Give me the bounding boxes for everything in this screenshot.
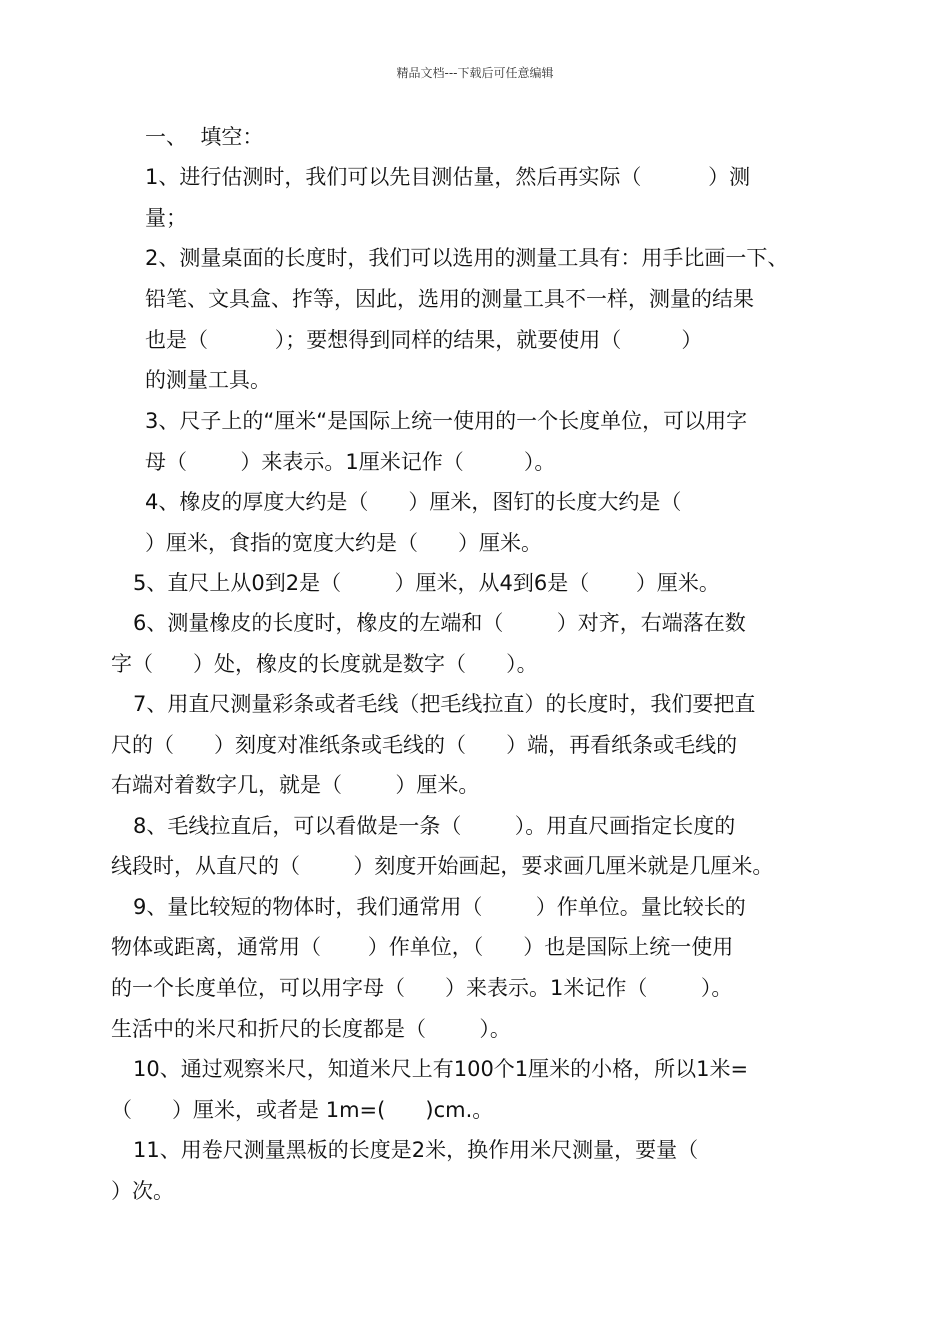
question-6-line-1: 6、测量橡皮的长度时，橡皮的左端和（ ）对齐，右端落在数 <box>133 611 746 635</box>
question-2-line-3: 也是（ ）；要想得到同样的结果，就要使用（ ） <box>145 328 703 352</box>
question-8-line-2: 线段时，从直尺的（ ）刻度开始画起，要求画几厘米就是几厘米。 <box>111 854 774 878</box>
question-9-line-4: 生活中的米尺和折尺的长度都是（ ）。 <box>111 1017 511 1041</box>
question-1-line-2: 量； <box>145 206 187 230</box>
question-10-line-1: 10、通过观察米尺，知道米尺上有100个1厘米的小格，所以1米= <box>133 1057 749 1081</box>
question-6-line-2: 字（ ）处，橡皮的长度就是数字（ ）。 <box>111 652 538 676</box>
question-9-line-3: 的一个长度单位，可以用字母（ ）来表示。1米记作（ ）。 <box>111 976 733 1000</box>
question-4-line-2: ）厘米，食指的宽度大约是（ ）厘米。 <box>145 531 543 555</box>
question-3-line-2: 母（ ）来表示。1厘米记作（ ）。 <box>145 450 556 474</box>
question-2-line-2: 铅笔、文具盒、拃等，因此，选用的测量工具不一样，测量的结果 <box>145 287 754 311</box>
question-7-line-1: 7、用直尺测量彩条或者毛线（把毛线拉直）的长度时，我们要把直 <box>133 692 756 716</box>
question-11-line-1: 11、用卷尺测量黑板的长度是2米，换作用米尺测量，要量（ <box>133 1138 699 1162</box>
question-2-line-4: 的测量工具。 <box>145 368 271 392</box>
question-3-line-1: 3、尺子上的“厘米“是国际上统一使用的一个长度单位，可以用字 <box>145 409 748 433</box>
question-9-line-1: 9、量比较短的物体时，我们通常用（ ）作单位。量比较长的 <box>133 895 746 919</box>
question-2-line-1: 2、测量桌面的长度时，我们可以选用的测量工具有：用手比画一下、 <box>145 246 789 270</box>
question-11-line-2: ）次。 <box>111 1179 174 1203</box>
question-10-line-2: （ ）厘米，或者是 1m=( )cm.。 <box>111 1098 494 1122</box>
question-4-line-1: 4、橡皮的厚度大约是（ ）厘米，图钉的长度大约是（ <box>145 490 682 514</box>
page-header: 精品文档---下载后可任意编辑 <box>396 66 554 80</box>
question-7-line-2: 尺的（ ）刻度对准纸条或毛线的（ ）端，再看纸条或毛线的 <box>111 733 738 757</box>
question-5-line-1: 5、直尺上从0到2是（ ）厘米，从4到6是（ ）厘米。 <box>133 571 720 595</box>
question-8-line-1: 8、毛线拉直后，可以看做是一条（ ）。用直尺画指定长度的 <box>133 814 736 838</box>
question-9-line-2: 物体或距离，通常用（ ）作单位，（ ）也是国际上统一使用 <box>111 935 734 959</box>
question-1-line-1: 1、进行估测时，我们可以先目测估量，然后再实际（ ）测 <box>145 165 751 189</box>
section-title: 一、 填空： <box>145 125 264 149</box>
question-7-line-3: 右端对着数字几，就是（ ）厘米。 <box>111 773 480 797</box>
